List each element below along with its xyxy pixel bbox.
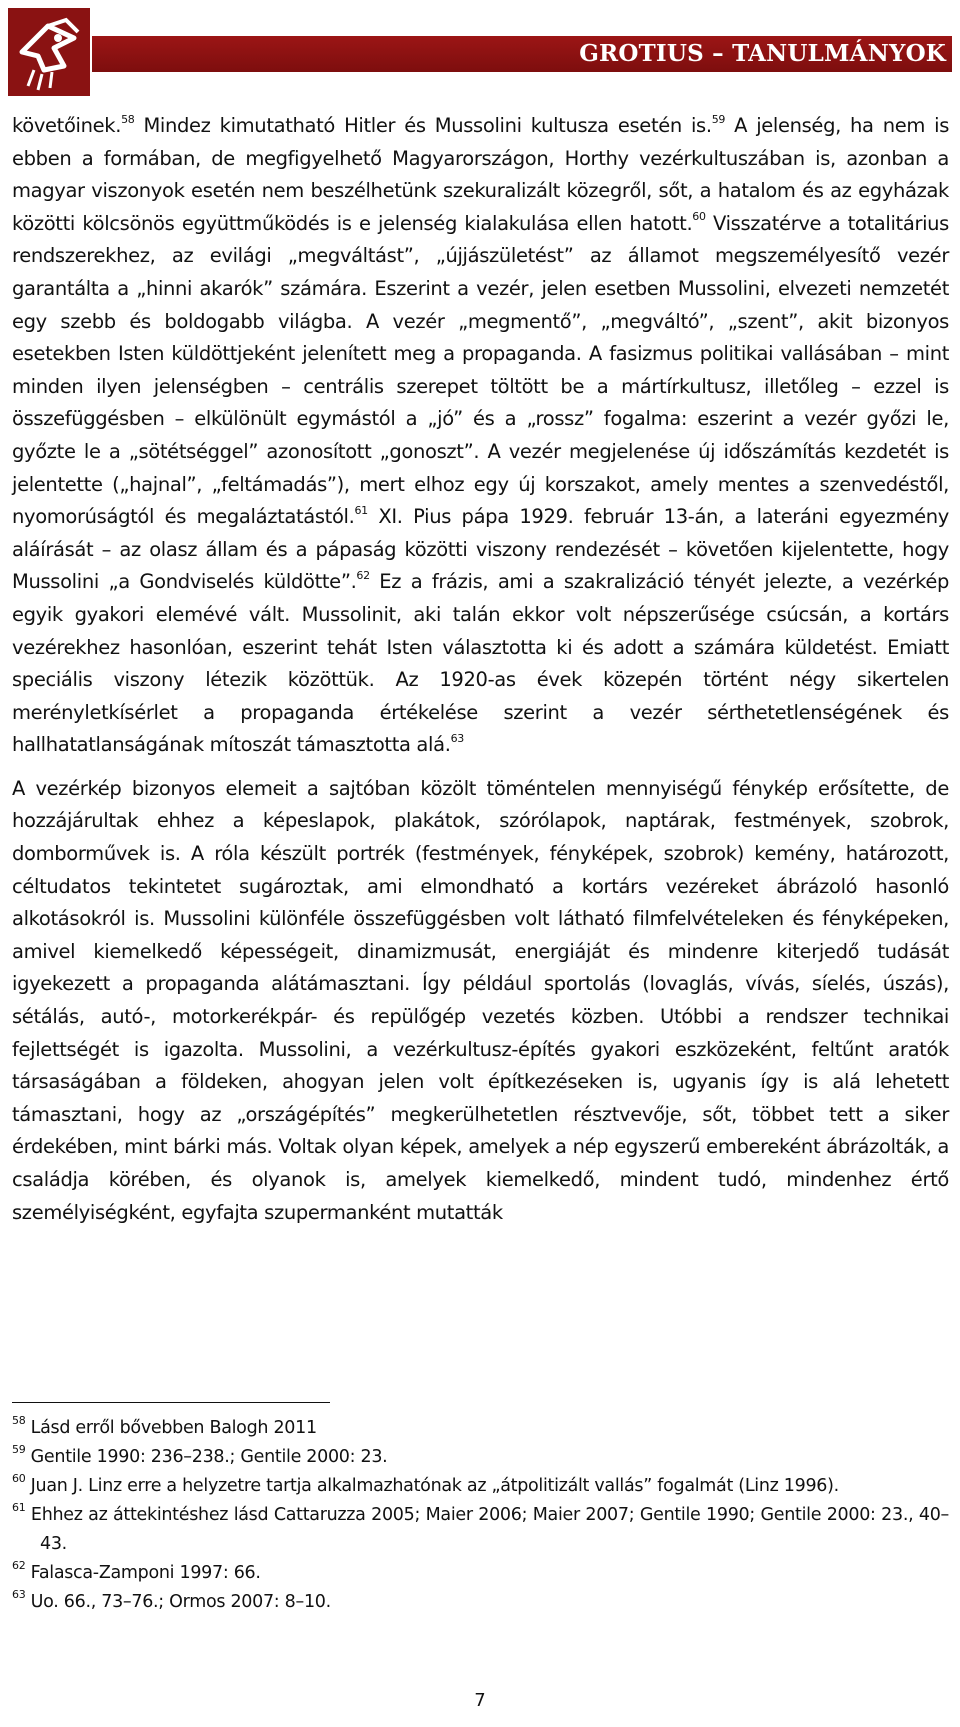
header-banner bbox=[92, 36, 952, 72]
footnote-59 bbox=[12, 1443, 949, 1472]
footnote-text: Falasca-Zamponi 1997: 66. bbox=[25, 1563, 261, 1583]
paragraph-1 bbox=[12, 110, 949, 762]
footnote-number: 61 bbox=[12, 1501, 26, 1515]
footnote-text: Juan J. Linz erre a helyzetre tartja alkalmazhatónak az „átpolitizált vallás” fogalmát (Linz 1996). bbox=[25, 1476, 839, 1496]
footnote-number: 60 bbox=[12, 1472, 26, 1486]
page-number: 7 bbox=[474, 1690, 486, 1711]
footnote-number: 63 bbox=[12, 1588, 26, 1602]
footnote-text: Lásd erről bővebben Balogh 2011 bbox=[25, 1418, 317, 1438]
text-run: Visszatérve a totalitárius rendszerekhez, az evilági „megváltást”, „újjászületést” az államot megszemélyesítő vezér garantálta a „hinni akarók” számára. Eszerint a vezér, jelen esetben Mussolini, elvezeti nemzetét egy szebb és boldogabb világba. A vezér „megmentő”, „megváltó”, „szent”, akit bizonyos esetekben Isten küldöttjeként jelenített meg a propaganda. A fasizmus politikai vallásában – mint minden ilyen jelenségben – centrális szerepet töltött be a mártírkultusz, illetőleg – ezzel is összefüggésben – elkülönült egymástól a „jó” és a „rossz” fogalma: eszerint a vezér győzi le, győzte le a „sötétséggel” azonosított „gonoszt”. A vezér megjelenése új időszámítás kezdetét is jelentette („hajnal”, „feltámadás”), mert elhoz egy új korszakot, amely mentes a szenvedéstől, nyomorúságtól és megaláztatástól. bbox=[12, 211, 949, 529]
footnote-ref-62[interactable]: 62 bbox=[356, 568, 370, 582]
page-header bbox=[8, 8, 952, 96]
footnote-divider bbox=[12, 1402, 330, 1403]
footnote-ref-58[interactable]: 58 bbox=[121, 112, 135, 126]
paragraph-2: A vezérkép bizonyos elemeit a sajtóban közölt töméntelen mennyiségű fénykép erősítette, de hozzájárultak ehhez a képeslapok, plakátok, szórólapok, naptárak, festmények, szobrok, domborművek is. A róla készült portrék (festmények, fényképek, szobrok) kemény, határozott, céltudatos tekintetet sugároztak, ami elmondható a kortárs vezéreket ábrázoló hasonló alkotásokról is. Mussolini különféle összefüggésben volt látható filmfelvételeken és fényképeken, amivel kiemelkedő képességeit, dinamizmusát, energiáját és mindenre kiterjedő tudását igyekezett a propaganda alátámasztani. Így például sportolás (lovaglás, vívás, síelés, úszás), sétálás, autó-, motorkerékpár- és repülőgép vezetés közben. Utóbbi a rendszer technikai fejlettségét is igazolta. Mussolini, a vezérkultusz-építés gyakori eszközeként, feltűnt aratók társaságában a földeken, ahogyan jelen volt építkezéseken is, ugyanis így is alá lehetett támasztani, hogy az „országépítés” megkerülhetetlen résztvevője, sőt, többet tett a siker érdekében, mint bárki más. Voltak olyan képek, amelyek a nép egyszerű embereként ábrázolták, a családja körében, és olyanok is, amelyek kiemelkedő, mindent tudó, mindenhez értő személyiségként, egyfajta szupermanként mutatták bbox=[12, 776, 949, 1224]
footnote-58 bbox=[12, 1414, 949, 1443]
footnote-number: 62 bbox=[12, 1559, 26, 1573]
footnotes bbox=[12, 1414, 949, 1617]
footnote-ref-60[interactable]: 60 bbox=[692, 210, 706, 224]
footnote-ref-59[interactable]: 59 bbox=[711, 112, 726, 126]
text-run: Ez a frázis, ami a szakralizáció tényét jelezte, a vezérkép egyik gyakori elemévé vált. Mussolinit, aki talán ekkor volt népszerűsége csúcsán, a kortárs vezérekhez hasonlóan, eszerint tehát Isten választotta ki és adott a számára küldetést. Emiatt speciális viszony létezik közöttük. Az 1920-as évek közepén történt négy sikertelen merényletkísérlet a propaganda értékelése szerint a vezér sérthetetlenségének és hallhatatlanságának mítoszát támasztotta alá. bbox=[12, 570, 950, 757]
footnote-ref-61[interactable]: 61 bbox=[354, 503, 368, 517]
grotius-logo-icon bbox=[8, 8, 90, 96]
footnote-62 bbox=[12, 1559, 949, 1588]
logo-graphic bbox=[8, 8, 90, 96]
footnote-63 bbox=[12, 1588, 949, 1617]
footnote-text: Ehhez az áttekintéshez lásd Cattaruzza 2005; Maier 2006; Maier 2007; Gentile 1990; Gentile 2000: 23., 40–43. bbox=[25, 1505, 949, 1554]
footnote-number: 59 bbox=[12, 1443, 26, 1457]
main-text bbox=[12, 110, 949, 1229]
footnote-ref-63[interactable]: 63 bbox=[450, 731, 464, 745]
footnote-61 bbox=[12, 1501, 949, 1559]
journal-title: GROTIUS – TANULMÁNYOK bbox=[579, 40, 946, 67]
text-run: XI. Pius pápa 1929. február 13-án, a lateráni egyezmény aláírását – az olasz állam és a pápaság közötti viszony rendezését – követően kijelentette, hogy Mussolini „a Gondviselés küldötte”. bbox=[12, 505, 949, 594]
text-run: A jelenség, ha nem is ebben a formában, de megfigyelhető Magyarországon, Horthy vezérkultuszában is, azonban a magyar viszonyok esetén nem beszélhetünk szekuralizált közegről, sőt, a hatalom és az egyházak közötti kölcsönös együttműködés is e jelenség kialakulása ellen hatott. bbox=[12, 114, 949, 235]
text-run: követőinek. bbox=[12, 114, 122, 137]
footnote-text: Gentile 1990: 236–238.; Gentile 2000: 23. bbox=[25, 1447, 388, 1467]
footnote-number: 58 bbox=[12, 1414, 26, 1428]
text-run: Mindez kimutatható Hitler és Mussolini kultusza esetén is. bbox=[134, 114, 712, 137]
footnote-text: Uo. 66., 73–76.; Ormos 2007: 8–10. bbox=[25, 1592, 331, 1612]
footnote-60 bbox=[12, 1472, 949, 1501]
